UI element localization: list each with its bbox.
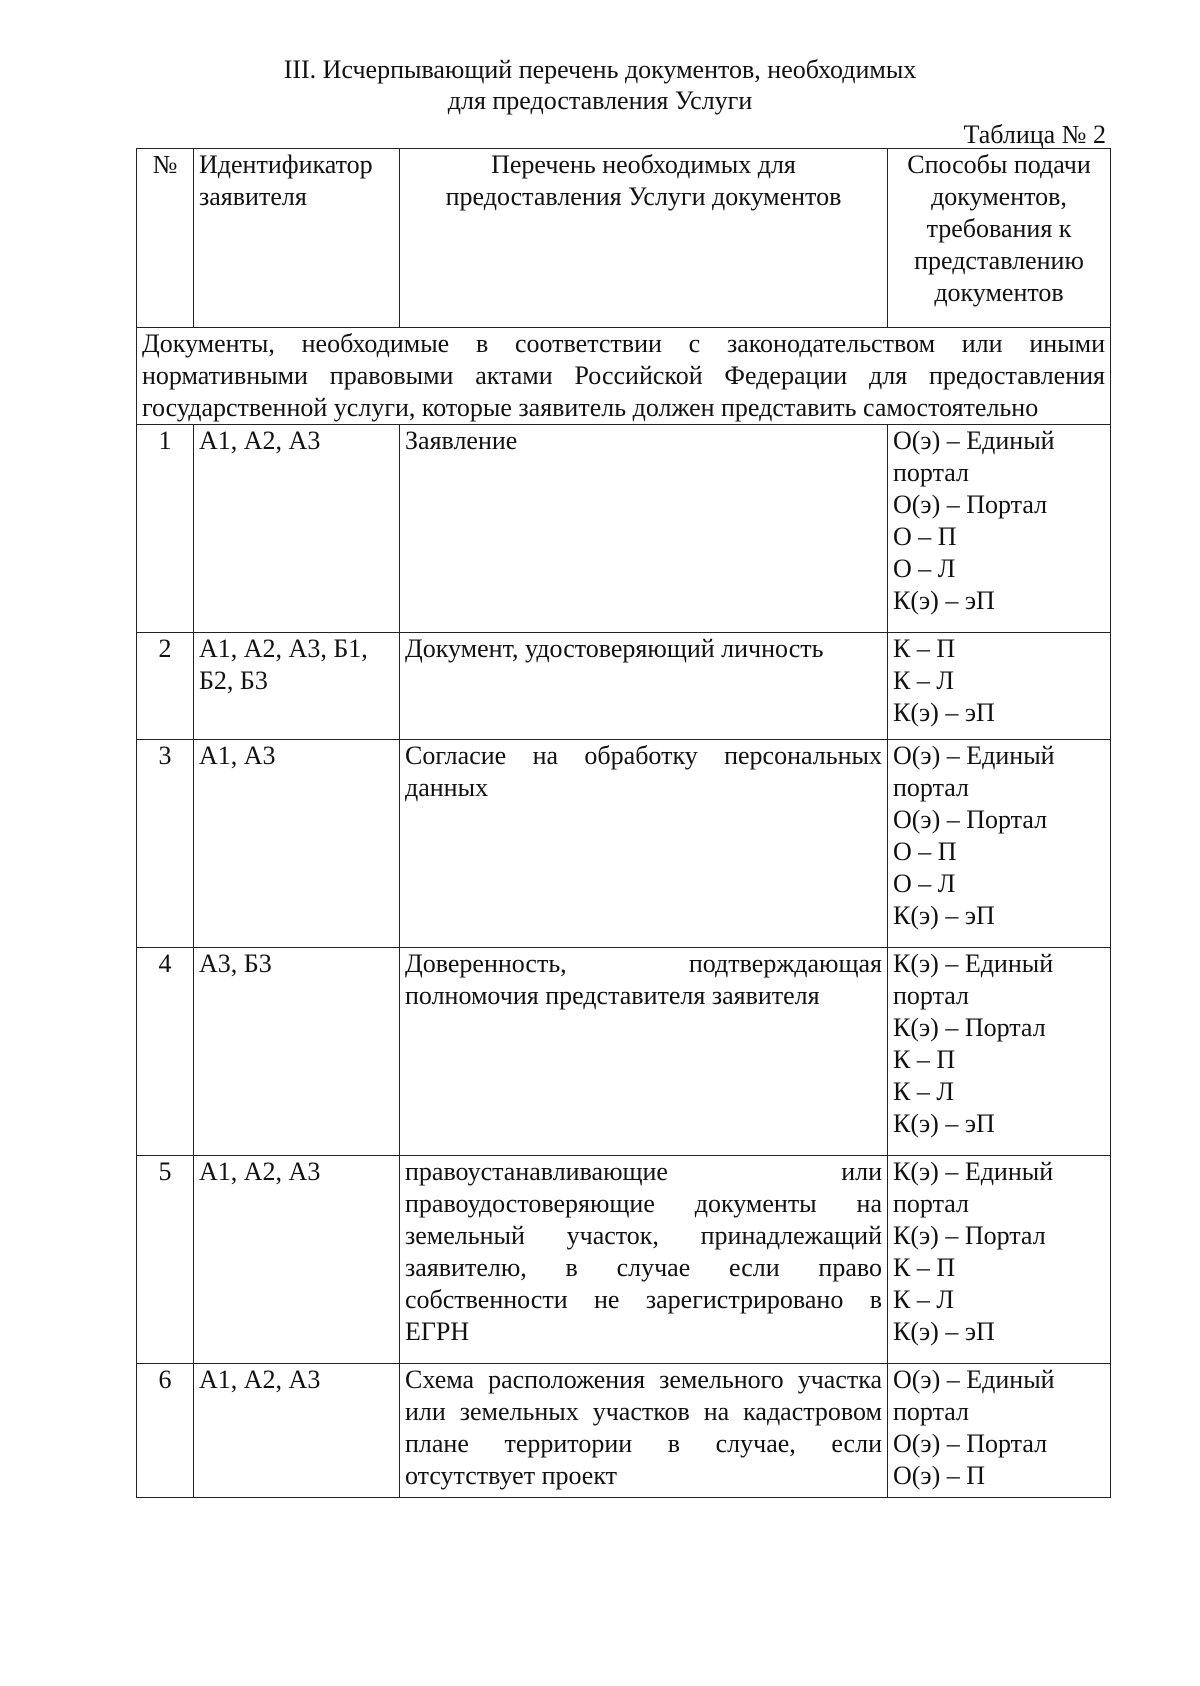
header-identifier: Идентификатор заявителя [194,149,400,328]
method-line: О(э) – Портал [893,1429,1048,1458]
row-identifier: А1, А2, А3, Б1, Б2, Б3 [194,633,400,740]
method-line: О(э) – Портал [893,805,1048,834]
table-row [137,740,1111,948]
table-number: Таблица № 2 [963,120,1106,149]
method-line: К(э) – эП [893,698,995,727]
method-line: О – Л [893,554,956,583]
method-line: О(э) – П [893,1461,986,1490]
method-line: К(э) – эП [893,586,995,615]
method-line: О(э) – Портал [893,490,1048,519]
method-line: О – Л [893,869,956,898]
row-num: 4 [137,948,194,1156]
table-row [137,425,1111,633]
row-document: правоустанавливающие или правоудостоверяющие документы на земельный участок, принадлежащий заявителю, в случае если право собственности не зарегистрировано в ЕГРН [400,1156,888,1364]
method-line: О – П [893,522,957,551]
table-header-row [137,149,1111,328]
row-methods [888,1364,1111,1498]
title-line-1: III. Исчерпывающий перечень документов, необходимых [283,55,917,84]
row-num: 3 [137,740,194,948]
method-line: К(э) – Единый портал [893,1157,1054,1218]
method-line: К – П [893,1253,956,1282]
row-num: 2 [137,633,194,740]
method-line: К(э) – эП [893,1317,995,1346]
method-line: К – П [893,1045,956,1074]
row-num: 6 [137,1364,194,1498]
header-documents: Перечень необходимых для предоставления Услуги документов [400,149,888,328]
method-line: К – Л [893,1077,954,1106]
method-line: К – П [893,634,956,663]
row-num: 1 [137,425,194,633]
section-heading: Документы, необходимые в соответствии с законодательством или иными нормативными правовыми актами Российской Федерации для предоставления государственной услуги, которые заявитель должен представить самостоятельно [137,328,1111,425]
table-row [137,1364,1111,1498]
method-line: К(э) – эП [893,1109,995,1138]
header-num: № [137,149,194,328]
row-methods [888,425,1111,633]
method-line: К(э) – Единый портал [893,949,1054,1010]
section-row [137,328,1111,425]
table-row [137,1156,1111,1364]
method-line: К – Л [893,666,954,695]
row-methods [888,948,1111,1156]
row-document: Документ, удостоверяющий личность [400,633,888,740]
header-methods: Способы подачи документов, требования к представлению документов [888,149,1111,328]
method-line: О(э) – Единый портал [893,1365,1055,1426]
row-methods [888,633,1111,740]
method-line: К – Л [893,1285,954,1314]
row-identifier: А3, Б3 [194,948,400,1156]
method-line: К(э) – эП [893,901,995,930]
row-document: Согласие на обработку персональных данных [400,740,888,948]
method-line: О(э) – Единый портал [893,426,1055,487]
row-identifier: А1, А2, А3 [194,1364,400,1498]
documents-table [136,148,1111,1498]
row-methods [888,740,1111,948]
row-methods [888,1156,1111,1364]
section-title [0,54,1200,116]
row-document: Заявление [400,425,888,633]
method-line: О(э) – Единый портал [893,741,1055,802]
row-identifier: А1, А3 [194,740,400,948]
method-line: О – П [893,837,957,866]
table-row [137,948,1111,1156]
title-line-2: для предоставления Услуги [447,86,753,115]
row-document: Схема расположения земельного участка или земельных участков на кадастровом плане территории в случае, если отсутствует проект [400,1364,888,1498]
method-line: К(э) – Портал [893,1221,1046,1250]
row-identifier: А1, А2, А3 [194,1156,400,1364]
row-document: Доверенность, подтверждающая полномочия представителя заявителя [400,948,888,1156]
row-identifier: А1, А2, А3 [194,425,400,633]
method-line: К(э) – Портал [893,1013,1046,1042]
row-num: 5 [137,1156,194,1364]
table-row [137,633,1111,740]
